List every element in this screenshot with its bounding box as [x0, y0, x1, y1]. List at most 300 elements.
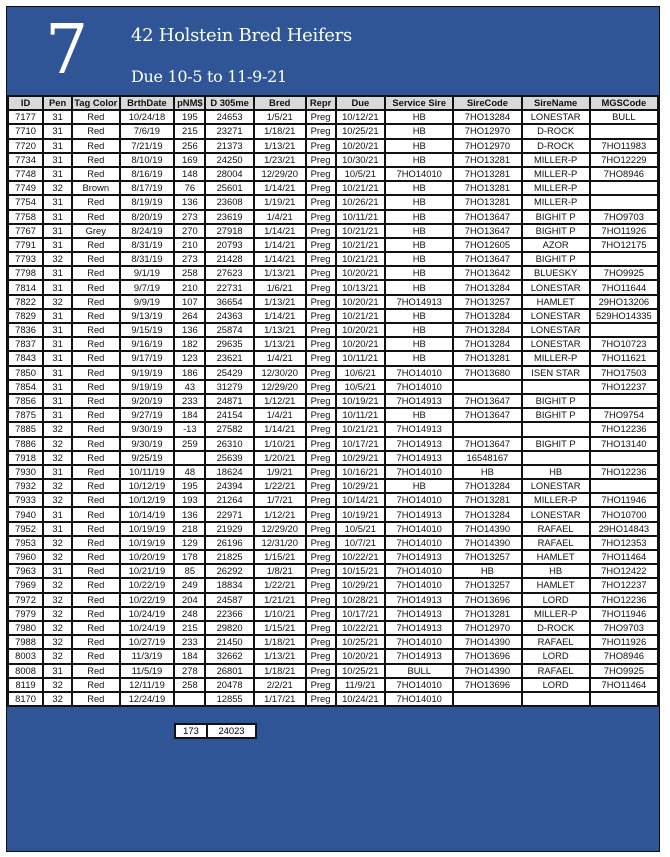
table-cell: 8/20/19 — [120, 210, 175, 224]
table-cell: 193 — [174, 493, 205, 507]
table-row — [8, 536, 658, 550]
table-cell: D-ROCK — [522, 621, 590, 635]
table-cell: 29635 — [205, 337, 254, 351]
table-cell: 7963 — [8, 564, 43, 578]
table-cell: 148 — [174, 167, 205, 181]
table-cell: RAFAEL — [522, 522, 590, 536]
table-cell: 258 — [174, 678, 205, 692]
table-row — [8, 309, 658, 323]
table-cell: 7720 — [8, 139, 43, 153]
table-cell: Preg — [306, 167, 336, 181]
table-cell: HB — [522, 465, 590, 479]
table-cell: 10/19/19 — [120, 522, 175, 536]
table-cell: 8/24/19 — [120, 224, 175, 238]
table-cell — [590, 124, 658, 138]
table-cell: 7710 — [8, 124, 43, 138]
table-cell: 7HO14010 — [385, 522, 453, 536]
table-cell: 10/17/21 — [336, 607, 386, 621]
table-cell: 12/29/20 — [254, 522, 306, 536]
table-cell: 7HO14010 — [385, 635, 453, 649]
table-cell: 1/4/21 — [254, 408, 306, 422]
page-title: 42 Holstein Bred Heifers — [131, 25, 352, 46]
table-cell: 22731 — [205, 280, 254, 294]
table-cell: 10/24/19 — [120, 621, 175, 635]
table-cell: 22971 — [205, 507, 254, 521]
table-cell: 16548167 — [453, 451, 521, 465]
table-cell: Red — [72, 380, 120, 394]
table-cell — [453, 692, 521, 706]
column-header: SireName — [522, 96, 590, 110]
table-cell: 32 — [43, 451, 72, 465]
table-cell: BULL — [590, 110, 658, 124]
table-cell: 7953 — [8, 536, 43, 550]
table-cell: 7HO13257 — [453, 578, 521, 592]
table-cell: HB — [385, 238, 453, 252]
table-cell: 9/30/19 — [120, 437, 175, 451]
table-cell: 31 — [43, 664, 72, 678]
table-cell: 1/13/21 — [254, 266, 306, 280]
table-cell: 7HO14010 — [385, 564, 453, 578]
table-cell: 10/29/21 — [336, 578, 386, 592]
table-row — [8, 621, 658, 635]
table-cell: Preg — [306, 139, 336, 153]
table-cell: 27582 — [205, 422, 254, 436]
table-cell: 25874 — [205, 323, 254, 337]
table-cell: 1/14/21 — [254, 422, 306, 436]
table-cell: 7933 — [8, 493, 43, 507]
table-cell — [522, 380, 590, 394]
table-cell: 7798 — [8, 266, 43, 280]
table-cell: BIGHIT P — [522, 394, 590, 408]
table-cell: 32 — [43, 607, 72, 621]
table-cell: 7HO14010 — [385, 465, 453, 479]
table-cell: 31 — [43, 210, 72, 224]
table-cell: 27623 — [205, 266, 254, 280]
table-cell: Red — [72, 195, 120, 209]
table-cell: 31 — [43, 394, 72, 408]
table-cell: Red — [72, 578, 120, 592]
table-cell: 136 — [174, 507, 205, 521]
table-cell: Red — [72, 550, 120, 564]
table-cell: 218 — [174, 522, 205, 536]
table-cell: 7734 — [8, 153, 43, 167]
table-cell: 1/17/21 — [254, 692, 306, 706]
table-cell: 8/31/19 — [120, 238, 175, 252]
table-cell: 9/19/19 — [120, 380, 175, 394]
table-cell: Preg — [306, 380, 336, 394]
table-row — [8, 678, 658, 692]
table-cell: 10/22/19 — [120, 578, 175, 592]
table-cell: 24154 — [205, 408, 254, 422]
table-cell: Red — [72, 465, 120, 479]
table-cell: 32 — [43, 621, 72, 635]
table-cell: 25639 — [205, 451, 254, 465]
table-cell: 7HO12970 — [453, 139, 521, 153]
table-cell: 24871 — [205, 394, 254, 408]
table-cell: HAMLET — [522, 578, 590, 592]
table-cell: 10/11/21 — [336, 210, 386, 224]
table-cell: 7HO13140 — [590, 437, 658, 451]
table-cell: 7960 — [8, 550, 43, 564]
table-cell: 1/15/21 — [254, 550, 306, 564]
table-cell: 7HO11464 — [590, 678, 658, 692]
table-cell: 7/6/19 — [120, 124, 175, 138]
table-cell: 7952 — [8, 522, 43, 536]
table-cell: Grey — [72, 224, 120, 238]
table-cell: 10/5/21 — [336, 167, 386, 181]
table-cell: AZOR — [522, 238, 590, 252]
table-cell: 1/14/21 — [254, 252, 306, 266]
table-cell: 29820 — [205, 621, 254, 635]
table-cell: Preg — [306, 224, 336, 238]
table-cell: Preg — [306, 366, 336, 380]
table-cell: Preg — [306, 408, 336, 422]
column-header: Bred — [254, 96, 306, 110]
table-cell: Preg — [306, 451, 336, 465]
table-cell: Red — [72, 479, 120, 493]
table-cell: 7969 — [8, 578, 43, 592]
table-cell: 184 — [174, 649, 205, 663]
table-cell: HB — [522, 564, 590, 578]
table-cell: 1/13/21 — [254, 295, 306, 309]
table-cell: 10/20/21 — [336, 337, 386, 351]
table-cell: 10/16/21 — [336, 465, 386, 479]
table-cell: 529HO14335 — [590, 309, 658, 323]
table-cell: Red — [72, 649, 120, 663]
d305me-average: 24023 — [207, 724, 256, 738]
table-row — [8, 394, 658, 408]
table-cell: 7HO14913 — [385, 507, 453, 521]
table-cell: 1/13/21 — [254, 139, 306, 153]
table-cell: 10/21/21 — [336, 252, 386, 266]
table-row — [8, 564, 658, 578]
table-cell: 8003 — [8, 649, 43, 663]
table-cell: 24394 — [205, 479, 254, 493]
table-cell: 31 — [43, 280, 72, 294]
table-cell: 7HO13281 — [453, 153, 521, 167]
table-cell: LORD — [522, 678, 590, 692]
table-cell: 7HO13281 — [453, 493, 521, 507]
table-row — [8, 351, 658, 365]
table-cell: 10/20/21 — [336, 649, 386, 663]
table-cell: 1/9/21 — [254, 465, 306, 479]
table-cell: ISEN STAR — [522, 366, 590, 380]
table-cell: Red — [72, 124, 120, 138]
table-cell — [590, 692, 658, 706]
table-cell: 7HO9703 — [590, 210, 658, 224]
table-cell: 31 — [43, 323, 72, 337]
table-cell — [590, 451, 658, 465]
table-cell: 1/22/21 — [254, 479, 306, 493]
table-cell: 1/22/21 — [254, 578, 306, 592]
table-cell: 210 — [174, 238, 205, 252]
table-cell: 182 — [174, 337, 205, 351]
table-cell: 26292 — [205, 564, 254, 578]
table-cell: 7HO13647 — [453, 437, 521, 451]
table-cell: 11/5/19 — [120, 664, 175, 678]
table-cell: Red — [72, 678, 120, 692]
column-header: Service Sire — [385, 96, 453, 110]
table-row — [8, 110, 658, 124]
table-row — [8, 593, 658, 607]
column-header: pNM$ — [174, 96, 205, 110]
table-row — [8, 408, 658, 422]
table-cell: 249 — [174, 578, 205, 592]
table-cell: 10/27/19 — [120, 635, 175, 649]
table-cell: 27918 — [205, 224, 254, 238]
table-cell: 7HO14913 — [385, 550, 453, 564]
table-cell: 7749 — [8, 181, 43, 195]
table-cell: Red — [72, 309, 120, 323]
table-cell: 7822 — [8, 295, 43, 309]
table-cell: LONESTAR — [522, 280, 590, 294]
table-cell: 7HO13284 — [453, 309, 521, 323]
table-cell: 1/13/21 — [254, 323, 306, 337]
table-cell: 24653 — [205, 110, 254, 124]
table-cell: 7814 — [8, 280, 43, 294]
table-cell: 7980 — [8, 621, 43, 635]
table-cell: 7HO13647 — [453, 408, 521, 422]
table-cell: 129 — [174, 536, 205, 550]
table-cell: BIGHIT P — [522, 408, 590, 422]
table-cell: 21450 — [205, 635, 254, 649]
table-cell: 23271 — [205, 124, 254, 138]
table-cell: 7HO14390 — [453, 664, 521, 678]
table-cell: 1/23/21 — [254, 153, 306, 167]
table-cell: Preg — [306, 110, 336, 124]
table-cell: 31 — [43, 238, 72, 252]
table-cell: 28004 — [205, 167, 254, 181]
table-row — [8, 280, 658, 294]
table-cell: 32 — [43, 479, 72, 493]
table-cell — [453, 422, 521, 436]
table-cell: Preg — [306, 692, 336, 706]
table-cell: 7767 — [8, 224, 43, 238]
table-cell: 10/20/21 — [336, 139, 386, 153]
table-cell: 1/14/21 — [254, 309, 306, 323]
table-row — [8, 664, 658, 678]
table-cell: HB — [385, 110, 453, 124]
table-cell: 32662 — [205, 649, 254, 663]
table-cell — [590, 479, 658, 493]
table-cell: 21428 — [205, 252, 254, 266]
table-cell: HB — [385, 210, 453, 224]
table-cell: 1/18/21 — [254, 635, 306, 649]
table-cell: Preg — [306, 153, 336, 167]
table-cell: 29HO14843 — [590, 522, 658, 536]
table-cell: D-ROCK — [522, 124, 590, 138]
table-cell: 12/31/20 — [254, 536, 306, 550]
table-cell: 7886 — [8, 437, 43, 451]
table-cell: 10/13/21 — [336, 280, 386, 294]
table-cell: 248 — [174, 607, 205, 621]
table-cell: 258 — [174, 266, 205, 280]
table-cell: 10/12/19 — [120, 493, 175, 507]
table-cell: 9/7/19 — [120, 280, 175, 294]
table-cell: 273 — [174, 252, 205, 266]
table-cell: 10/20/21 — [336, 295, 386, 309]
table-row — [8, 238, 658, 252]
table-cell: LONESTAR — [522, 323, 590, 337]
table-row — [8, 366, 658, 380]
table-cell: Red — [72, 635, 120, 649]
table-cell: 10/17/21 — [336, 437, 386, 451]
table-cell: 32 — [43, 593, 72, 607]
table-cell: 215 — [174, 621, 205, 635]
table-cell: 7988 — [8, 635, 43, 649]
table-cell: 7HO12236 — [590, 593, 658, 607]
table-cell: 7HO13281 — [453, 181, 521, 195]
column-header: Repr — [306, 96, 336, 110]
table-cell — [522, 422, 590, 436]
table-cell: 1/15/21 — [254, 621, 306, 635]
table-cell: 7HO13696 — [453, 593, 521, 607]
table-cell: 7758 — [8, 210, 43, 224]
table-cell: 10/21/21 — [336, 422, 386, 436]
table-cell: 7HO14913 — [385, 649, 453, 663]
table-cell: 10/20/21 — [336, 323, 386, 337]
table-cell: Preg — [306, 323, 336, 337]
table-cell: 9/19/19 — [120, 366, 175, 380]
table-cell: MILLER-P — [522, 195, 590, 209]
table-cell: 8/10/19 — [120, 153, 175, 167]
table-cell: Preg — [306, 252, 336, 266]
table-cell: 270 — [174, 224, 205, 238]
table-cell: 10/20/19 — [120, 550, 175, 564]
table-cell: 7HO14010 — [385, 167, 453, 181]
column-header: ID — [8, 96, 43, 110]
table-cell: MILLER-P — [522, 167, 590, 181]
table-row — [8, 507, 658, 521]
table-row — [8, 167, 658, 181]
table-cell: HB — [385, 252, 453, 266]
table-cell: 7HO13284 — [453, 507, 521, 521]
table-cell: 7HO12236 — [590, 422, 658, 436]
table-cell: 31 — [43, 309, 72, 323]
table-cell: HB — [453, 564, 521, 578]
table-row — [8, 195, 658, 209]
table-cell: 10/22/21 — [336, 550, 386, 564]
table-cell: Preg — [306, 649, 336, 663]
table-cell: 32 — [43, 550, 72, 564]
table-cell: HB — [385, 408, 453, 422]
table-cell: Red — [72, 522, 120, 536]
table-cell: 8008 — [8, 664, 43, 678]
table-cell: 273 — [174, 210, 205, 224]
table-cell: 10/5/21 — [336, 380, 386, 394]
page-subtitle: Due 10-5 to 11-9-21 — [131, 67, 287, 86]
table-cell: 31 — [43, 224, 72, 238]
table-cell: HAMLET — [522, 550, 590, 564]
table-cell: Preg — [306, 507, 336, 521]
table-cell: 31 — [43, 266, 72, 280]
table-cell — [174, 451, 205, 465]
table-cell: 1/10/21 — [254, 607, 306, 621]
table-cell: 1/8/21 — [254, 564, 306, 578]
table-cell: Preg — [306, 238, 336, 252]
table-cell: BIGHIT P — [522, 210, 590, 224]
table-cell: 7HO13257 — [453, 550, 521, 564]
table-cell: 7HO11983 — [590, 139, 658, 153]
table-cell: 10/21/21 — [336, 181, 386, 195]
table-cell: 7HO14913 — [385, 422, 453, 436]
table-cell — [522, 692, 590, 706]
table-cell: -13 — [174, 422, 205, 436]
table-cell: 21373 — [205, 139, 254, 153]
table-cell: 32 — [43, 295, 72, 309]
table-cell: HB — [385, 266, 453, 280]
table-cell: 7HO17503 — [590, 366, 658, 380]
table-cell: 7HO14390 — [453, 536, 521, 550]
table-cell: 8/31/19 — [120, 252, 175, 266]
table-row — [8, 692, 658, 706]
table-cell: 31279 — [205, 380, 254, 394]
table-cell: HB — [385, 153, 453, 167]
table-cell: 10/12/19 — [120, 479, 175, 493]
table-cell: Preg — [306, 437, 336, 451]
table-cell: 10/19/21 — [336, 507, 386, 521]
table-cell: 1/19/21 — [254, 195, 306, 209]
table-cell: MILLER-P — [522, 351, 590, 365]
table-cell: 32 — [43, 252, 72, 266]
table-cell: 1/14/21 — [254, 181, 306, 195]
table-cell: Preg — [306, 181, 336, 195]
table-cell: 31 — [43, 167, 72, 181]
table-cell: Red — [72, 210, 120, 224]
table-cell: 10/12/21 — [336, 110, 386, 124]
table-cell: 25429 — [205, 366, 254, 380]
table-cell: HB — [385, 479, 453, 493]
table-row — [8, 649, 658, 663]
table-cell: RAFAEL — [522, 664, 590, 678]
table-cell: 1/7/21 — [254, 493, 306, 507]
table-cell: 1/14/21 — [254, 238, 306, 252]
table-cell: 8119 — [8, 678, 43, 692]
table-cell: BIGHIT P — [522, 252, 590, 266]
table-cell: 1/18/21 — [254, 124, 306, 138]
table-cell: 1/4/21 — [254, 351, 306, 365]
table-cell: Preg — [306, 564, 336, 578]
table-cell: HB — [385, 181, 453, 195]
table-cell: 12/24/19 — [120, 692, 175, 706]
table-cell: 31 — [43, 408, 72, 422]
table-cell — [590, 323, 658, 337]
table-cell: 195 — [174, 110, 205, 124]
table-cell: 7HO12422 — [590, 564, 658, 578]
table-cell: 10/30/21 — [336, 153, 386, 167]
table-cell: 24363 — [205, 309, 254, 323]
table-cell: Preg — [306, 351, 336, 365]
table-cell — [590, 252, 658, 266]
table-cell — [590, 181, 658, 195]
table-cell: 7/21/19 — [120, 139, 175, 153]
table-cell: 23621 — [205, 351, 254, 365]
table-cell: 7HO12353 — [590, 536, 658, 550]
table-cell: LONESTAR — [522, 309, 590, 323]
table-cell: 7875 — [8, 408, 43, 422]
table-cell: 24587 — [205, 593, 254, 607]
table-cell: 7793 — [8, 252, 43, 266]
table-cell: HB — [385, 195, 453, 209]
table-cell: 7HO10723 — [590, 337, 658, 351]
table-cell: 256 — [174, 139, 205, 153]
table-cell: Red — [72, 564, 120, 578]
table-cell: 7HO13284 — [453, 280, 521, 294]
table-row — [8, 266, 658, 280]
table-cell: Red — [72, 507, 120, 521]
table-cell: 186 — [174, 366, 205, 380]
table-row — [8, 493, 658, 507]
